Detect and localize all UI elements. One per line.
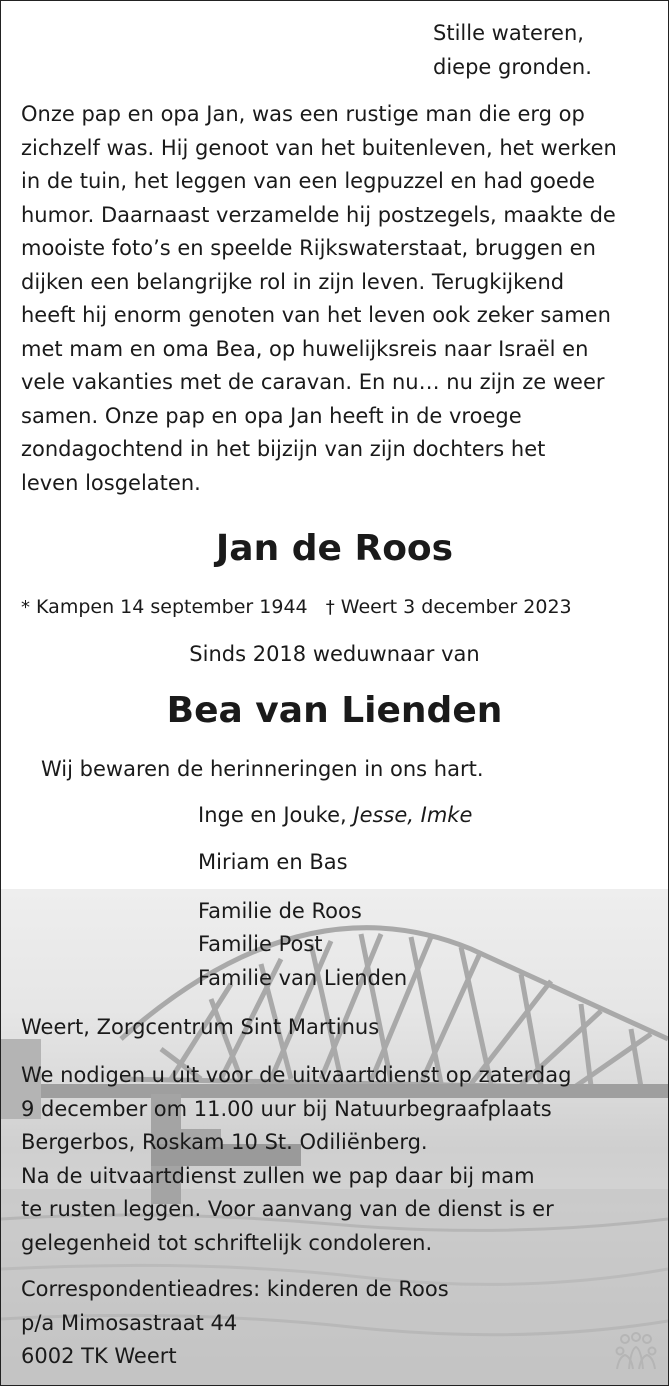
people-group-icon xyxy=(613,1331,659,1371)
invitation-line: Na de uitvaartdienst zullen we pap daar bij mam xyxy=(21,1163,535,1188)
tribute-line: samen. Onze pap en opa Jan heeft in de vroege xyxy=(21,403,522,428)
invitation-line: Bergerbos, Roskam 10 St. Odiliënberg. xyxy=(21,1130,428,1154)
tribute-paragraph xyxy=(21,98,661,500)
memory-line: Wij bewaren de herinneringen in ons hart. xyxy=(41,757,484,781)
motto xyxy=(433,17,592,84)
invitation-line: te rusten leggen. Voor aanvang van de dienst is er xyxy=(21,1197,554,1221)
tribute-line: met mam en oma Bea, op huwelijksreis naar Israël en xyxy=(21,336,589,361)
tribute-line: leven losgelaten. xyxy=(21,470,201,495)
invitation-line: gelegenheid tot schriftelijk condoleren. xyxy=(21,1230,433,1255)
invitation-line: 9 december om 11.00 uur bij Natuurbegraafplaats xyxy=(21,1096,552,1121)
address-line: p/a Mimosastraat 44 xyxy=(21,1310,238,1335)
tribute-line: Onze pap en opa Jan, was een rustige man die erg op xyxy=(21,102,585,126)
motto-line: diepe gronden. xyxy=(433,54,592,79)
family-line-children-2: Miriam en Bas xyxy=(198,850,348,874)
deceased-name: Jan de Roos xyxy=(215,528,454,569)
address-line: Correspondentieadres: kinderen de Roos xyxy=(21,1277,449,1301)
widower-line: Sinds 2018 weduwnaar van xyxy=(189,642,480,666)
spouse-name: Bea van Lienden xyxy=(166,690,503,731)
funeral-invitation xyxy=(21,1059,571,1260)
family-parents: Inge en Jouke, xyxy=(198,803,354,827)
tribute-line: dijken een belangrijke rol in zijn leven. Terugkijkend xyxy=(21,269,565,294)
life-dates xyxy=(21,591,572,625)
tribute-line: zichzelf was. Hij genoot van het buitenleven, het werken xyxy=(21,135,617,160)
death-date: Weert 3 december 2023 xyxy=(340,596,572,618)
death-symbol: † xyxy=(325,597,335,618)
family-line-relatives: Familie Post xyxy=(198,932,323,956)
motto-line: Stille wateren, xyxy=(433,21,584,45)
tribute-line: humor. Daarnaast verzamelde hij postzegels, maakte de xyxy=(21,202,616,227)
family-line-children-1 xyxy=(198,799,472,833)
tribute-line: heeft hij enorm genoten van het leven ook zeker samen xyxy=(21,303,611,327)
address-line: 6002 TK Weert xyxy=(21,1344,177,1368)
family-line-relatives: Familie de Roos xyxy=(198,899,362,923)
correspondence-address xyxy=(21,1273,449,1374)
tribute-line: vele vakanties met de caravan. En nu… nu zijn ze weer xyxy=(21,370,605,394)
tribute-line: in de tuin, het leggen van een legpuzzel en had goede xyxy=(21,169,595,193)
birth-symbol: * xyxy=(21,597,30,618)
family-grandchildren: Jesse, Imke xyxy=(353,803,473,827)
family-line-relatives: Familie van Lienden xyxy=(198,966,408,990)
place-of-death: Weert, Zorgcentrum Sint Martinus xyxy=(21,1015,380,1039)
invitation-line: We nodigen u uit voor de uitvaartdienst op zaterdag xyxy=(21,1063,572,1087)
birth-date: Kampen 14 september 1944 xyxy=(36,596,308,618)
tribute-line: zondagochtend in het bijzijn van zijn dochters het xyxy=(21,437,546,461)
tribute-line: mooiste foto’s en speelde Rijkswaterstaat, bruggen en xyxy=(21,236,596,260)
